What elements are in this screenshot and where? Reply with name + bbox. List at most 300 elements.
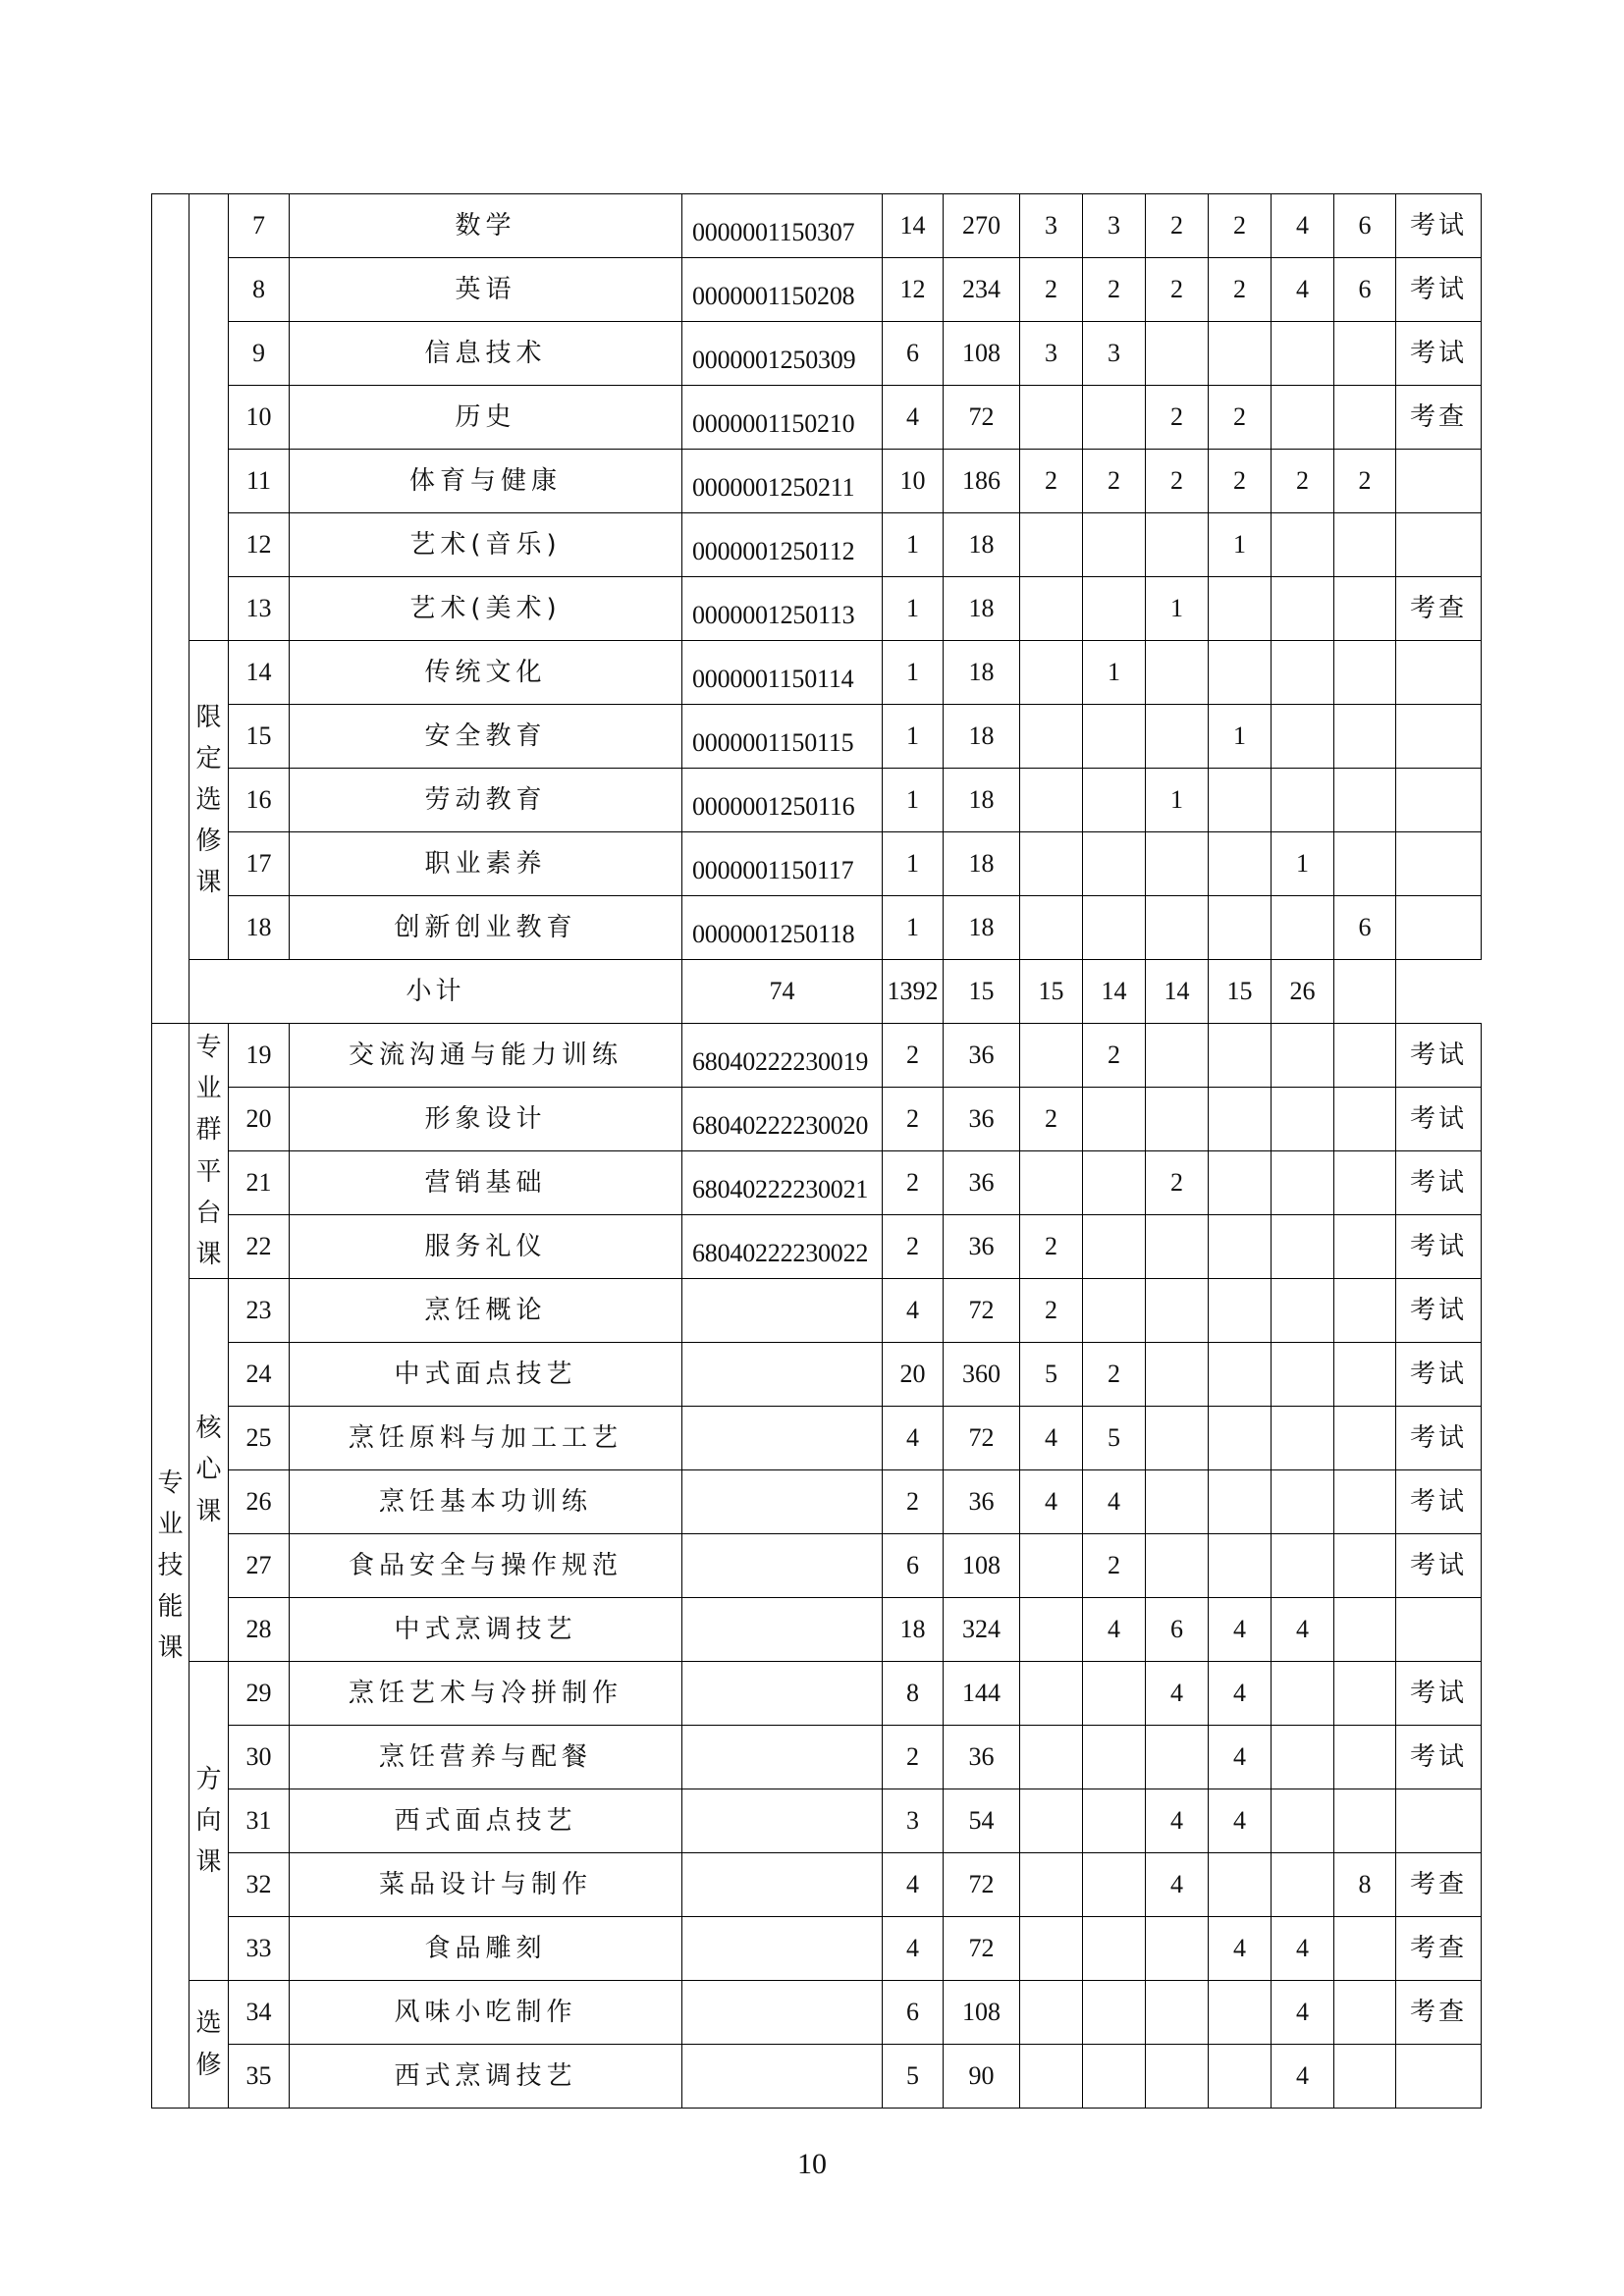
- subtotal-row: [152, 960, 1482, 1024]
- course-name: 菜品设计与制作: [290, 1853, 682, 1917]
- semester-6-hours: [1334, 641, 1396, 705]
- table-row: [152, 1789, 1482, 1853]
- assessment-type: 考试: [1396, 1088, 1482, 1151]
- course-hours: 36: [944, 1470, 1020, 1534]
- course-code: [682, 1789, 883, 1853]
- course-number: 22: [229, 1215, 290, 1279]
- semester-6-hours: [1334, 769, 1396, 832]
- semester-1-hours: [1020, 1853, 1083, 1917]
- assessment-type: 考查: [1396, 1981, 1482, 2045]
- semester-6-hours: [1334, 1598, 1396, 1662]
- semester-1-hours: 2: [1020, 1279, 1083, 1343]
- course-hours: 324: [944, 1598, 1020, 1662]
- subcategory-label: 核心课: [195, 1414, 222, 1526]
- course-code: [682, 1407, 883, 1470]
- course-hours: 18: [944, 641, 1020, 705]
- course-number: 32: [229, 1853, 290, 1917]
- semester-5-hours: 1: [1272, 832, 1334, 896]
- semester-1-hours: 3: [1020, 194, 1083, 258]
- course-code: 68040222230022: [682, 1215, 883, 1279]
- course-number: 29: [229, 1662, 290, 1726]
- course-credits: 2: [883, 1151, 944, 1215]
- semester-2-hours: 3: [1083, 194, 1146, 258]
- semester-4-hours: 1: [1209, 513, 1272, 577]
- assessment-type: 考试: [1396, 1151, 1482, 1215]
- course-number: 26: [229, 1470, 290, 1534]
- semester-5-hours: [1272, 705, 1334, 769]
- course-code: 68040222230020: [682, 1088, 883, 1151]
- course-credits: 4: [883, 386, 944, 450]
- semester-1-hours: [1020, 386, 1083, 450]
- semester-4-hours: [1209, 2045, 1272, 2109]
- course-credits: 2: [883, 1088, 944, 1151]
- assessment-type: [1396, 1789, 1482, 1853]
- semester-4-hours: [1209, 322, 1272, 386]
- assessment-type: 考试: [1396, 194, 1482, 258]
- table-row: [152, 1534, 1482, 1598]
- semester-4-hours: [1209, 1088, 1272, 1151]
- assessment-type: [1396, 896, 1482, 960]
- table-row: [152, 1662, 1482, 1726]
- semester-2-hours: 4: [1083, 1470, 1146, 1534]
- course-number: 33: [229, 1917, 290, 1981]
- semester-1-hours: 2: [1020, 1088, 1083, 1151]
- semester-2-hours: [1083, 1853, 1146, 1917]
- course-code: 0000001150210: [682, 386, 883, 450]
- subtotal-exam: [1334, 960, 1396, 1024]
- course-code: [682, 1598, 883, 1662]
- course-name: 服务礼仪: [290, 1215, 682, 1279]
- semester-6-hours: [1334, 322, 1396, 386]
- semester-1-hours: [1020, 1981, 1083, 2045]
- semester-3-hours: 4: [1146, 1853, 1209, 1917]
- table-row: [152, 450, 1482, 513]
- course-name: 交流沟通与能力训练: [290, 1024, 682, 1088]
- course-number: 19: [229, 1024, 290, 1088]
- table-row: [152, 1343, 1482, 1407]
- semester-4-hours: 4: [1209, 1726, 1272, 1789]
- semester-4-hours: 4: [1209, 1662, 1272, 1726]
- semester-3-hours: 2: [1146, 194, 1209, 258]
- semester-3-hours: 4: [1146, 1789, 1209, 1853]
- semester-4-hours: [1209, 1343, 1272, 1407]
- course-number: 31: [229, 1789, 290, 1853]
- semester-1-hours: 5: [1020, 1343, 1083, 1407]
- assessment-type: 考试: [1396, 258, 1482, 322]
- course-name: 数学: [290, 194, 682, 258]
- semester-6-hours: 6: [1334, 194, 1396, 258]
- subcategory-cell-limited-elective: [189, 641, 229, 960]
- table-row: [152, 705, 1482, 769]
- semester-1-hours: 2: [1020, 258, 1083, 322]
- course-hours: 270: [944, 194, 1020, 258]
- course-name: 风味小吃制作: [290, 1981, 682, 2045]
- course-hours: 18: [944, 896, 1020, 960]
- semester-3-hours: [1146, 1024, 1209, 1088]
- course-number: 16: [229, 769, 290, 832]
- semester-5-hours: [1272, 1151, 1334, 1215]
- course-code: [682, 1279, 883, 1343]
- course-code: 0000001150208: [682, 258, 883, 322]
- course-code: 0000001250118: [682, 896, 883, 960]
- assessment-type: 考试: [1396, 322, 1482, 386]
- semester-2-hours: [1083, 1215, 1146, 1279]
- course-code: [682, 1662, 883, 1726]
- course-number: 15: [229, 705, 290, 769]
- semester-1-hours: [1020, 1662, 1083, 1726]
- semester-2-hours: [1083, 2045, 1146, 2109]
- semester-6-hours: [1334, 513, 1396, 577]
- course-credits: 4: [883, 1853, 944, 1917]
- course-credits: 4: [883, 1917, 944, 1981]
- semester-4-hours: [1209, 1279, 1272, 1343]
- semester-2-hours: [1083, 577, 1146, 641]
- subtotal-semester-3: 14: [1083, 960, 1146, 1024]
- course-number: 8: [229, 258, 290, 322]
- semester-6-hours: [1334, 705, 1396, 769]
- assessment-type: 考试: [1396, 1343, 1482, 1407]
- semester-4-hours: 2: [1209, 194, 1272, 258]
- course-credits: 1: [883, 513, 944, 577]
- course-name: 历史: [290, 386, 682, 450]
- semester-6-hours: [1334, 1279, 1396, 1343]
- course-name: 艺术(美术): [290, 577, 682, 641]
- semester-4-hours: 2: [1209, 386, 1272, 450]
- course-hours: 90: [944, 2045, 1020, 2109]
- semester-6-hours: 6: [1334, 896, 1396, 960]
- course-hours: 72: [944, 1853, 1020, 1917]
- semester-4-hours: [1209, 1215, 1272, 1279]
- course-hours: 36: [944, 1726, 1020, 1789]
- semester-3-hours: 2: [1146, 1151, 1209, 1215]
- semester-5-hours: 4: [1272, 194, 1334, 258]
- semester-1-hours: 4: [1020, 1407, 1083, 1470]
- semester-4-hours: 2: [1209, 258, 1272, 322]
- semester-3-hours: [1146, 641, 1209, 705]
- semester-3-hours: [1146, 832, 1209, 896]
- course-credits: 1: [883, 705, 944, 769]
- semester-1-hours: 2: [1020, 1215, 1083, 1279]
- semester-6-hours: [1334, 1215, 1396, 1279]
- semester-6-hours: [1334, 577, 1396, 641]
- semester-3-hours: [1146, 2045, 1209, 2109]
- assessment-type: [1396, 769, 1482, 832]
- semester-1-hours: [1020, 1151, 1083, 1215]
- semester-5-hours: [1272, 1853, 1334, 1917]
- semester-2-hours: 2: [1083, 258, 1146, 322]
- course-code: 0000001150307: [682, 194, 883, 258]
- semester-6-hours: [1334, 1151, 1396, 1215]
- semester-3-hours: [1146, 1470, 1209, 1534]
- semester-1-hours: [1020, 896, 1083, 960]
- semester-2-hours: 2: [1083, 1534, 1146, 1598]
- table-row: [152, 386, 1482, 450]
- semester-4-hours: 2: [1209, 450, 1272, 513]
- semester-2-hours: [1083, 1151, 1146, 1215]
- page-number: 10: [797, 2148, 827, 2180]
- course-number: 14: [229, 641, 290, 705]
- semester-2-hours: [1083, 1088, 1146, 1151]
- course-name: 中式面点技艺: [290, 1343, 682, 1407]
- course-hours: 72: [944, 1279, 1020, 1343]
- assessment-type: 考试: [1396, 1662, 1482, 1726]
- category-cell-skills: [152, 1024, 189, 2109]
- semester-4-hours: 4: [1209, 1789, 1272, 1853]
- course-hours: 72: [944, 1407, 1020, 1470]
- semester-3-hours: 2: [1146, 258, 1209, 322]
- course-credits: 4: [883, 1279, 944, 1343]
- semester-4-hours: [1209, 1024, 1272, 1088]
- course-code: 0000001250112: [682, 513, 883, 577]
- course-number: 18: [229, 896, 290, 960]
- course-credits: 1: [883, 769, 944, 832]
- course-hours: 36: [944, 1215, 1020, 1279]
- assessment-type: 考试: [1396, 1279, 1482, 1343]
- table-row: [152, 1917, 1482, 1981]
- course-hours: 18: [944, 769, 1020, 832]
- assessment-type: 考查: [1396, 1917, 1482, 1981]
- course-code: [682, 1726, 883, 1789]
- subtotal-label: 小计: [189, 960, 682, 1024]
- course-credits: 20: [883, 1343, 944, 1407]
- course-code: 0000001250211: [682, 450, 883, 513]
- semester-5-hours: [1272, 1534, 1334, 1598]
- semester-4-hours: 1: [1209, 705, 1272, 769]
- course-hours: 54: [944, 1789, 1020, 1853]
- course-code: [682, 1917, 883, 1981]
- subtotal-semester-4: 14: [1146, 960, 1209, 1024]
- course-number: 20: [229, 1088, 290, 1151]
- course-code: [682, 1534, 883, 1598]
- semester-1-hours: 2: [1020, 450, 1083, 513]
- course-name: 烹饪原料与加工工艺: [290, 1407, 682, 1470]
- semester-5-hours: 4: [1272, 258, 1334, 322]
- semester-4-hours: [1209, 1151, 1272, 1215]
- course-name: 食品雕刻: [290, 1917, 682, 1981]
- semester-4-hours: [1209, 577, 1272, 641]
- semester-2-hours: 2: [1083, 1024, 1146, 1088]
- course-hours: 18: [944, 832, 1020, 896]
- course-code: 0000001150117: [682, 832, 883, 896]
- semester-2-hours: 2: [1083, 1343, 1146, 1407]
- semester-5-hours: [1272, 896, 1334, 960]
- semester-5-hours: [1272, 769, 1334, 832]
- semester-3-hours: 6: [1146, 1598, 1209, 1662]
- table-row: [152, 2045, 1482, 2109]
- semester-2-hours: [1083, 1981, 1146, 2045]
- course-credits: 1: [883, 577, 944, 641]
- course-credits: 12: [883, 258, 944, 322]
- course-credits: 2: [883, 1470, 944, 1534]
- semester-6-hours: [1334, 1407, 1396, 1470]
- subcategory-cell-platform: [189, 1024, 229, 1279]
- semester-4-hours: 4: [1209, 1598, 1272, 1662]
- subtotal-semester-6: 26: [1272, 960, 1334, 1024]
- course-number: 28: [229, 1598, 290, 1662]
- course-table-body: [152, 194, 1482, 2109]
- assessment-type: [1396, 641, 1482, 705]
- course-number: 24: [229, 1343, 290, 1407]
- course-code: [682, 1981, 883, 2045]
- assessment-type: [1396, 832, 1482, 896]
- table-row: [152, 322, 1482, 386]
- course-credits: 6: [883, 322, 944, 386]
- table-row: [152, 832, 1482, 896]
- semester-3-hours: [1146, 1407, 1209, 1470]
- semester-6-hours: [1334, 1981, 1396, 2045]
- subcategory-label: 专业群平台课: [195, 1033, 222, 1269]
- semester-6-hours: [1334, 2045, 1396, 2109]
- semester-3-hours: [1146, 1279, 1209, 1343]
- semester-3-hours: 1: [1146, 769, 1209, 832]
- subcategory-cell-core: [189, 1279, 229, 1662]
- semester-5-hours: [1272, 386, 1334, 450]
- subcategory-cell-blank: [189, 194, 229, 641]
- course-code: [682, 2045, 883, 2109]
- semester-1-hours: [1020, 2045, 1083, 2109]
- semester-4-hours: [1209, 1534, 1272, 1598]
- course-name: 烹饪艺术与冷拼制作: [290, 1662, 682, 1726]
- table-row: [152, 513, 1482, 577]
- subtotal-semester-2: 15: [1020, 960, 1083, 1024]
- assessment-type: [1396, 513, 1482, 577]
- course-code: 0000001150114: [682, 641, 883, 705]
- semester-2-hours: [1083, 1662, 1146, 1726]
- semester-3-hours: 2: [1146, 450, 1209, 513]
- course-hours: 36: [944, 1151, 1020, 1215]
- semester-2-hours: 5: [1083, 1407, 1146, 1470]
- table-row: [152, 769, 1482, 832]
- semester-1-hours: [1020, 832, 1083, 896]
- course-name: 传统文化: [290, 641, 682, 705]
- semester-5-hours: [1272, 513, 1334, 577]
- semester-2-hours: 2: [1083, 450, 1146, 513]
- course-number: 27: [229, 1534, 290, 1598]
- assessment-type: 考试: [1396, 1215, 1482, 1279]
- course-credits: 6: [883, 1981, 944, 2045]
- subtotal-semester-5: 15: [1209, 960, 1272, 1024]
- table-row: [152, 1853, 1482, 1917]
- semester-3-hours: [1146, 1088, 1209, 1151]
- course-name: 食品安全与操作规范: [290, 1534, 682, 1598]
- semester-4-hours: [1209, 769, 1272, 832]
- semester-6-hours: [1334, 832, 1396, 896]
- course-credits: 8: [883, 1662, 944, 1726]
- course-code: 0000001250309: [682, 322, 883, 386]
- table-row: [152, 1151, 1482, 1215]
- course-plan-table: [151, 193, 1482, 2109]
- semester-5-hours: [1272, 1215, 1334, 1279]
- course-code: [682, 1470, 883, 1534]
- semester-1-hours: [1020, 705, 1083, 769]
- course-number: 35: [229, 2045, 290, 2109]
- semester-3-hours: 4: [1146, 1662, 1209, 1726]
- semester-4-hours: [1209, 641, 1272, 705]
- course-name: 中式烹调技艺: [290, 1598, 682, 1662]
- table-row: [152, 1215, 1482, 1279]
- course-name: 英语: [290, 258, 682, 322]
- semester-1-hours: [1020, 1534, 1083, 1598]
- semester-5-hours: 4: [1272, 1981, 1334, 2045]
- semester-6-hours: [1334, 1726, 1396, 1789]
- course-code: 0000001150115: [682, 705, 883, 769]
- table-row: [152, 258, 1482, 322]
- course-credits: 3: [883, 1789, 944, 1853]
- semester-5-hours: 4: [1272, 1917, 1334, 1981]
- course-code: 0000001250116: [682, 769, 883, 832]
- course-hours: 18: [944, 513, 1020, 577]
- table-row: [152, 1407, 1482, 1470]
- course-hours: 18: [944, 705, 1020, 769]
- course-name: 烹饪营养与配餐: [290, 1726, 682, 1789]
- semester-5-hours: 4: [1272, 1598, 1334, 1662]
- semester-6-hours: [1334, 1024, 1396, 1088]
- course-hours: 36: [944, 1088, 1020, 1151]
- semester-2-hours: [1083, 1789, 1146, 1853]
- semester-5-hours: [1272, 1279, 1334, 1343]
- semester-2-hours: [1083, 832, 1146, 896]
- course-number: 17: [229, 832, 290, 896]
- semester-6-hours: [1334, 386, 1396, 450]
- course-number: 13: [229, 577, 290, 641]
- course-credits: 10: [883, 450, 944, 513]
- course-code: 0000001250113: [682, 577, 883, 641]
- semester-4-hours: [1209, 1981, 1272, 2045]
- semester-6-hours: [1334, 1088, 1396, 1151]
- semester-2-hours: [1083, 513, 1146, 577]
- semester-2-hours: [1083, 1279, 1146, 1343]
- course-name: 安全教育: [290, 705, 682, 769]
- course-number: 23: [229, 1279, 290, 1343]
- subtotal-semester-1: 15: [944, 960, 1020, 1024]
- subcategory-label: 选修: [195, 2008, 222, 2080]
- course-credits: 2: [883, 1215, 944, 1279]
- course-credits: 4: [883, 1407, 944, 1470]
- semester-5-hours: [1272, 1343, 1334, 1407]
- course-code: [682, 1853, 883, 1917]
- course-name: 烹饪概论: [290, 1279, 682, 1343]
- semester-3-hours: 1: [1146, 577, 1209, 641]
- semester-5-hours: [1272, 1407, 1334, 1470]
- course-number: 11: [229, 450, 290, 513]
- semester-3-hours: 2: [1146, 386, 1209, 450]
- semester-5-hours: [1272, 577, 1334, 641]
- semester-3-hours: [1146, 1534, 1209, 1598]
- semester-5-hours: [1272, 1726, 1334, 1789]
- table-row: [152, 641, 1482, 705]
- course-code: [682, 1343, 883, 1407]
- course-hours: 186: [944, 450, 1020, 513]
- semester-2-hours: [1083, 705, 1146, 769]
- semester-3-hours: [1146, 1981, 1209, 2045]
- semester-1-hours: [1020, 1917, 1083, 1981]
- subtotal-credits: 74: [682, 960, 883, 1024]
- semester-6-hours: 6: [1334, 258, 1396, 322]
- course-credits: 2: [883, 1024, 944, 1088]
- semester-3-hours: [1146, 1215, 1209, 1279]
- course-hours: 72: [944, 1917, 1020, 1981]
- semester-5-hours: [1272, 641, 1334, 705]
- course-name: 形象设计: [290, 1088, 682, 1151]
- semester-4-hours: [1209, 1470, 1272, 1534]
- assessment-type: 考查: [1396, 1853, 1482, 1917]
- course-credits: 5: [883, 2045, 944, 2109]
- assessment-type: 考试: [1396, 1407, 1482, 1470]
- course-name: 营销基础: [290, 1151, 682, 1215]
- semester-6-hours: 8: [1334, 1853, 1396, 1917]
- course-name: 信息技术: [290, 322, 682, 386]
- assessment-type: [1396, 2045, 1482, 2109]
